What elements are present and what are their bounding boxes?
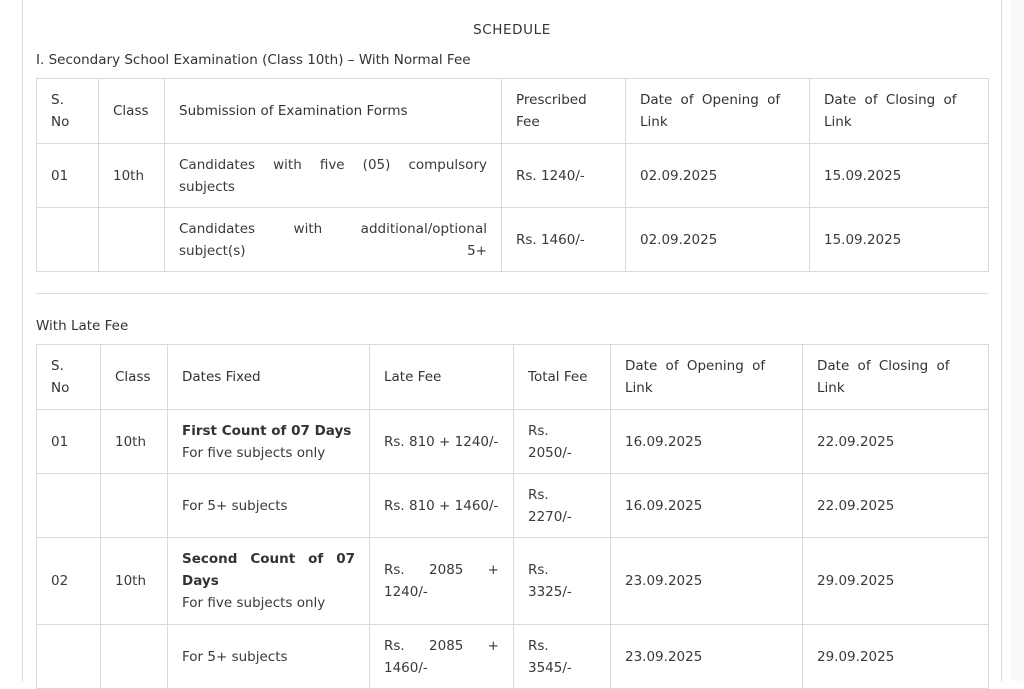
cell-sno: 01 <box>37 410 101 474</box>
cell-total-fee: Rs. 3325/- <box>514 538 611 625</box>
table-row <box>37 410 989 474</box>
cell-submission: Candidates with five (05) compulsory subjects <box>165 144 502 208</box>
cell-opening: 23.09.2025 <box>611 625 803 689</box>
cell-closing: 22.09.2025 <box>803 474 989 538</box>
table-row <box>37 538 989 625</box>
cell-opening: 02.09.2025 <box>626 144 810 208</box>
cell-closing: 22.09.2025 <box>803 410 989 474</box>
page-border-left <box>22 0 23 681</box>
cell-closing: 29.09.2025 <box>803 625 989 689</box>
cell-sno: 02 <box>37 538 101 625</box>
normal-fee-table <box>36 78 989 272</box>
col-header-opening: Date of Opening of Link <box>611 345 803 410</box>
count-subtitle: For 5+ subjects <box>182 497 288 514</box>
col-header-opening: Date of Opening of Link <box>626 79 810 144</box>
cell-total-fee: Rs. 2270/- <box>514 474 611 538</box>
count-subtitle: For 5+ subjects <box>182 648 288 665</box>
table-row <box>37 208 989 272</box>
cell-late-fee: Rs. 810 + 1460/- <box>370 474 514 538</box>
cell-class <box>101 474 168 538</box>
cell-submission: Candidates with additional/optional subject(s) 5+ <box>165 208 502 272</box>
table-row <box>37 144 989 208</box>
cell-opening: 16.09.2025 <box>611 474 803 538</box>
table-header-row <box>37 79 989 144</box>
count-subtitle: For five subjects only <box>182 595 326 611</box>
table-row <box>37 474 989 538</box>
cell-class: 10th <box>101 538 168 625</box>
late-fee-table <box>36 344 989 689</box>
count-title: First Count of 07 Days <box>182 422 352 439</box>
cell-sno <box>37 625 101 689</box>
cell-class <box>101 625 168 689</box>
cell-sno <box>37 474 101 538</box>
section-divider <box>36 293 988 294</box>
cell-closing: 15.09.2025 <box>810 144 989 208</box>
col-header-class: Class <box>101 345 168 410</box>
count-subtitle: For five subjects only <box>182 444 326 461</box>
count-title: Second Count of 07 Days <box>182 551 355 589</box>
col-header-sno: S. No <box>37 79 99 144</box>
cell-late-fee: Rs. 810 + 1240/- <box>370 410 514 474</box>
table-row <box>37 625 989 689</box>
col-header-closing: Date of Closing of Link <box>803 345 989 410</box>
cell-opening: 16.09.2025 <box>611 410 803 474</box>
cell-closing: 15.09.2025 <box>810 208 989 272</box>
col-header-dates-fixed: Dates Fixed <box>168 345 370 410</box>
table-header-row <box>37 345 989 410</box>
cell-class: 10th <box>101 410 168 474</box>
cell-fee: Rs. 1240/- <box>502 144 626 208</box>
cell-dates-fixed <box>168 625 370 689</box>
section-heading-normal-fee: I. Secondary School Examination (Class 10th) – With Normal Fee <box>36 52 471 68</box>
section-heading-late-fee: With Late Fee <box>36 318 129 334</box>
cell-class <box>99 208 165 272</box>
cell-late-fee: Rs. 2085 + 1240/- <box>370 538 514 625</box>
col-header-submission: Submission of Examination Forms <box>165 79 502 144</box>
scrollbar[interactable] <box>1011 0 1024 681</box>
cell-dates-fixed <box>168 474 370 538</box>
cell-total-fee: Rs. 3545/- <box>514 625 611 689</box>
cell-sno: 01 <box>37 144 99 208</box>
document-title: SCHEDULE <box>473 22 551 38</box>
cell-dates-fixed <box>168 538 370 625</box>
cell-fee: Rs. 1460/- <box>502 208 626 272</box>
page-border-right <box>1001 0 1002 681</box>
cell-opening: 02.09.2025 <box>626 208 810 272</box>
col-header-sno: S. No <box>37 345 101 410</box>
col-header-total-fee: Total Fee <box>514 345 611 410</box>
cell-closing: 29.09.2025 <box>803 538 989 625</box>
col-header-late-fee: Late Fee <box>370 345 514 410</box>
col-header-fee: Prescribed Fee <box>502 79 626 144</box>
cell-late-fee: Rs. 2085 + 1460/- <box>370 625 514 689</box>
cell-class: 10th <box>99 144 165 208</box>
cell-opening: 23.09.2025 <box>611 538 803 625</box>
col-header-closing: Date of Closing of Link <box>810 79 989 144</box>
col-header-class: Class <box>99 79 165 144</box>
cell-dates-fixed <box>168 410 370 474</box>
cell-sno <box>37 208 99 272</box>
cell-total-fee: Rs. 2050/- <box>514 410 611 474</box>
